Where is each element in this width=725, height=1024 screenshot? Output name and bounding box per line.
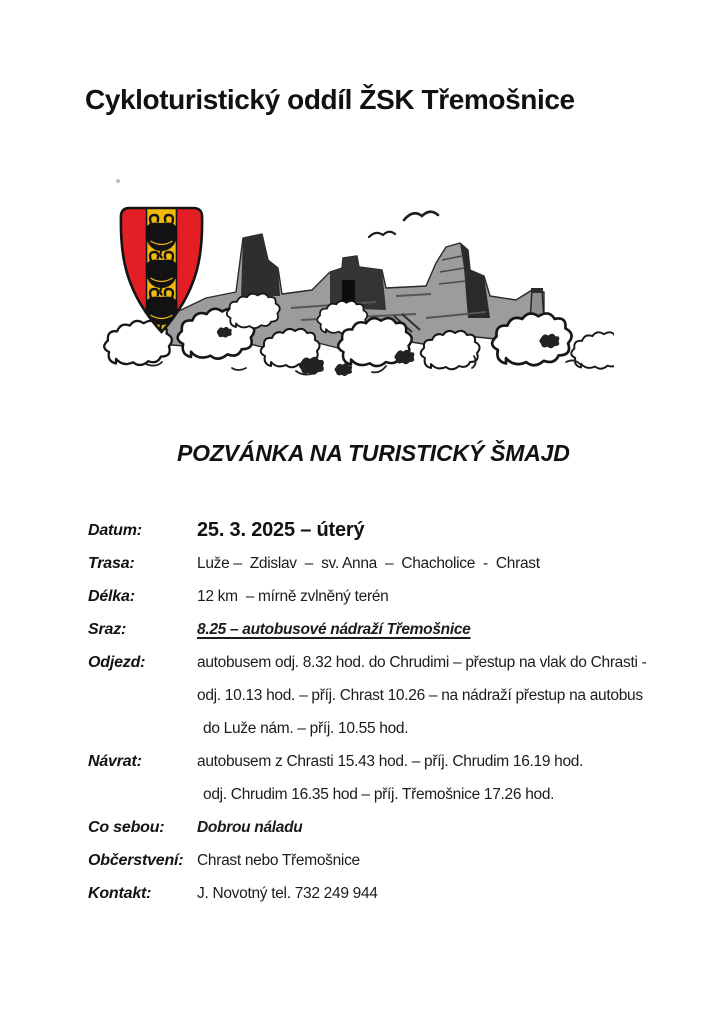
detail-row-obcerstveni bbox=[88, 844, 708, 877]
paper-speck bbox=[116, 179, 120, 183]
detail-label: Kontakt: bbox=[88, 885, 152, 902]
detail-value: autobusem z Chrasti 15.43 hod. – příj. Chrudim 16.19 hod. odj. Chrudim 16.35 hod – příj. Třemošnice 17.26 hod. bbox=[197, 753, 584, 803]
detail-value: Luže – Zdislav – sv. Anna – Chacholice - Chrast bbox=[197, 555, 540, 572]
detail-row-odjezd bbox=[88, 646, 708, 745]
detail-row-kontakt bbox=[88, 877, 708, 910]
detail-label: Odjezd: bbox=[88, 654, 146, 671]
invitation-heading: POZVÁNKA NA TURISTICKÝ ŠMAJD bbox=[177, 440, 570, 466]
detail-row-datum bbox=[88, 514, 708, 547]
club-emblem bbox=[86, 168, 614, 376]
detail-label: Datum: bbox=[88, 522, 142, 539]
detail-label: Občerstvení: bbox=[88, 852, 184, 869]
pouch-charges bbox=[146, 215, 177, 331]
birds-icon bbox=[369, 212, 438, 237]
detail-value: autobusem odj. 8.32 hod. do Chrudimi – přestup na vlak do Chrasti - odj. 10.13 hod. – příj. Chrast 10.26 – na nádraží přestup na autobus do Luže nám. – příj. 10.55 hod. bbox=[197, 654, 647, 737]
page-title: Cykloturistický oddíl ŽSK Třemošnice bbox=[85, 84, 575, 115]
detail-row-navrat bbox=[88, 745, 708, 811]
detail-value: Chrast nebo Třemošnice bbox=[197, 852, 360, 869]
castle-ruins-illustration bbox=[86, 168, 614, 376]
details-list bbox=[88, 514, 708, 910]
detail-value: J. Novotný tel. 732 249 944 bbox=[197, 885, 378, 902]
detail-row-co-sebou bbox=[88, 811, 708, 844]
detail-label: Trasa: bbox=[88, 555, 135, 572]
detail-row-sraz bbox=[88, 613, 708, 646]
detail-row-delka bbox=[88, 580, 708, 613]
detail-label: Návrat: bbox=[88, 753, 142, 770]
detail-value: 12 km – mírně zvlněný terén bbox=[197, 588, 389, 605]
detail-label: Délka: bbox=[88, 588, 135, 605]
detail-value: Dobrou náladu bbox=[197, 819, 303, 836]
detail-row-trasa bbox=[88, 547, 708, 580]
detail-label: Co sebou: bbox=[88, 819, 165, 836]
detail-label: Sraz: bbox=[88, 621, 127, 638]
detail-value: 25. 3. 2025 – úterý bbox=[197, 519, 365, 541]
detail-value: 8.25 – autobusové nádraží Třemošnice bbox=[197, 621, 471, 638]
